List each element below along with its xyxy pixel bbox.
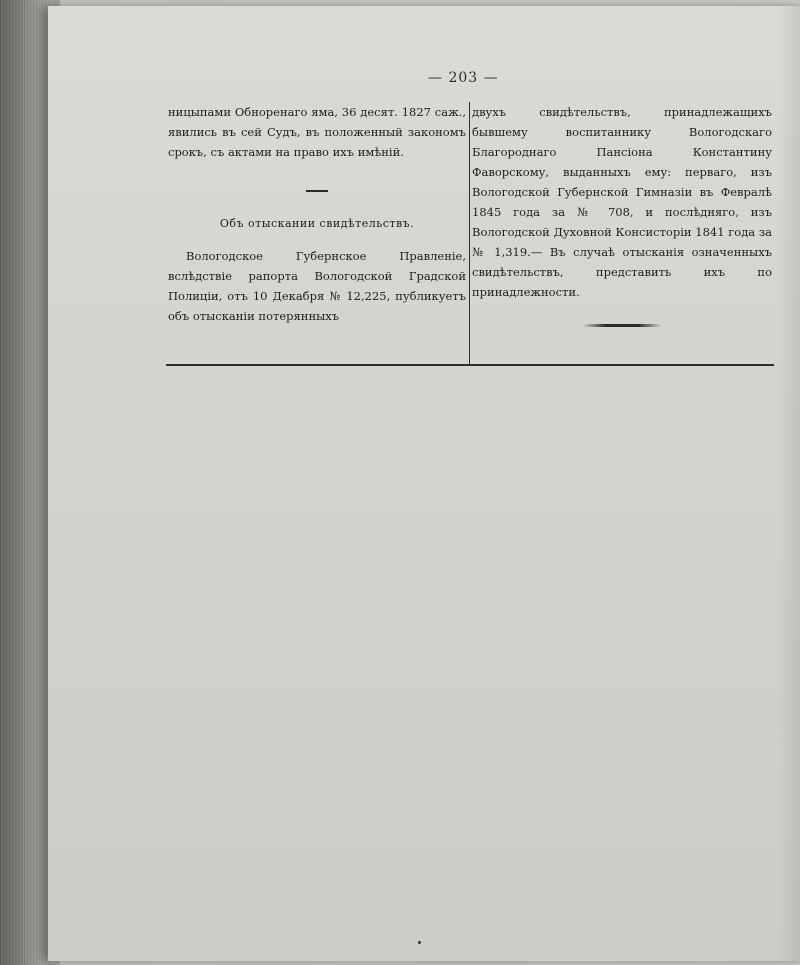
left-column bbox=[168, 102, 466, 326]
left-paragraph-announcement: Вологодское Губернское Правленіе, вслѣдствіе рапорта Вологодской Градской Полиціи, отъ 10 Декабря № 12,225, публикуетъ объ отысканіи потерянныхъ bbox=[168, 249, 466, 323]
right-paragraph-continuation: двухъ свидѣтельствъ, принадлежащихъ бывшему воспитаннику Вологодскаго Благороднаго Пансіона Константину Фаворскому, выданныхъ ему: перваго, изъ Вологодской Губернской Гимназіи въ Февралѣ 1845 года за № 708, и послѣдняго, изъ Вологодской Духовной Консисторіи 1841 года за № 1,319.— Въ случаѣ отысканія означенныхъ свидѣтельствъ, представить ихъ по принадлежности. bbox=[472, 105, 772, 299]
document-page bbox=[48, 6, 800, 961]
bottom-rule bbox=[166, 364, 774, 366]
end-ornament-rule bbox=[582, 324, 662, 327]
page-number: — 203 — bbox=[428, 70, 499, 86]
left-paragraph-continuation: ницыпами Обноренаго яма, 36 десят. 1827 саж., явились въ сей Судъ, въ положенный закономъ срокъ, съ актами на право ихъ имѣній. bbox=[168, 105, 466, 159]
section-separator-dash bbox=[306, 190, 328, 192]
right-column bbox=[472, 102, 772, 327]
ink-speck bbox=[418, 941, 421, 944]
column-divider bbox=[469, 102, 470, 364]
section-heading: Объ отыскании свидѣтельствъ. bbox=[219, 217, 415, 230]
